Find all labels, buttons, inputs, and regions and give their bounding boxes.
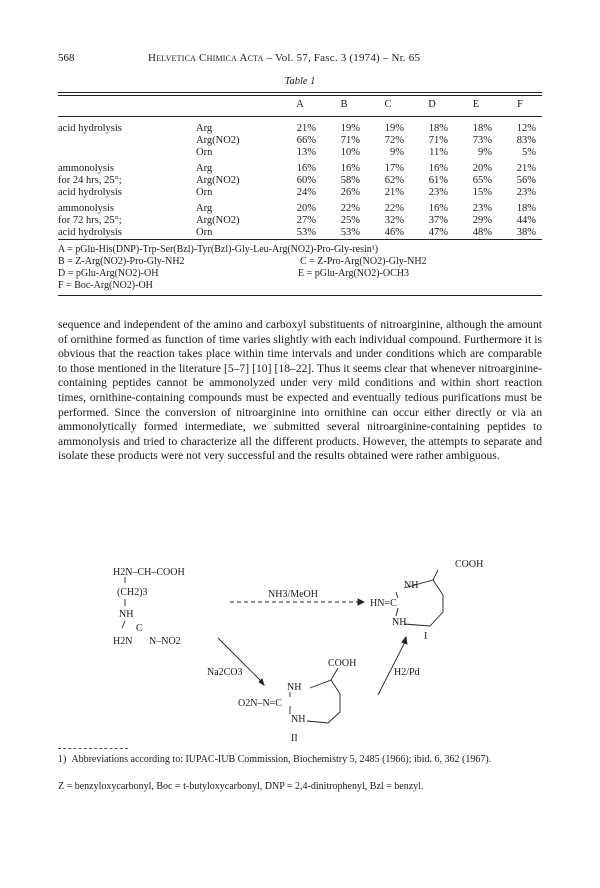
value-cell: 16% <box>428 163 448 174</box>
table-row <box>58 147 542 159</box>
condition-label: ammonolysis <box>58 163 115 174</box>
value-cell: 18% <box>472 123 492 134</box>
start-line3: NH <box>119 609 134 620</box>
value-cell: 18% <box>516 203 536 214</box>
value-cell: 27% <box>296 215 316 226</box>
body-paragraph: sequence and independent of the amino and carboxyl substituents of nitroarginine, although the amount of ornithine formed as function of time varies slightly with each individual compound. Furthermore it is obvious that the reaction takes place within time intervals and under conditions which are comparable to those mentioned in the literature [5–7] [10] [18–22]. Thus it seems clear that whenever nitroarginine-containing peptides cannot be ammonolyzed under very mild conditions and within short reaction times, ornithine-containing compounds must be expected and eventually tedious purifications must be performed. Since the conversion of nitroarginine into ornithine can occur either directly or via an ammonolytically formed intermediate, we submitted several nitroarginine-containing peptides to ammonolysis and tried to characterize all the different products. However, the attempts to separate and isolate these products were not very successful and the results obtained were rather ambiguous. <box>58 318 542 463</box>
value-cell: 71% <box>340 135 360 146</box>
value-cell: 18% <box>428 123 448 134</box>
footnote-2: Z = benzyloxycarbonyl, Boc = t-butyloxycarbonyl, DNP = 2,4-dinitrophenyl, Bzl = benzyl. <box>58 781 424 792</box>
value-cell: 48% <box>472 227 492 238</box>
issue-info: – Vol. 57, Fasc. 3 (1974) – Nr. 65 <box>263 52 421 64</box>
value-cell: 10% <box>340 147 360 158</box>
start-line2: (CH2)3 <box>117 587 148 598</box>
running-header <box>148 52 420 64</box>
start-line1: H2N–CH–COOH <box>113 567 185 578</box>
value-cell: 16% <box>340 163 360 174</box>
product1-hn: HN=C <box>370 598 397 609</box>
amino-acid-cell: Orn <box>196 147 213 158</box>
product1-label: I <box>424 631 428 642</box>
table-row <box>58 175 542 187</box>
condition-label: acid hydrolysis <box>58 123 122 134</box>
value-cell: 17% <box>384 163 404 174</box>
journal-name: Helvetica Chimica Acta <box>148 52 264 64</box>
condition-label: for 24 hrs, 25°; <box>58 175 122 186</box>
value-cell: 21% <box>516 163 536 174</box>
value-cell: 37% <box>428 215 448 226</box>
value-cell: 15% <box>472 187 492 198</box>
footnote-1-mark: 1) <box>58 754 67 765</box>
table-row <box>58 215 542 227</box>
value-cell: 66% <box>296 135 316 146</box>
table-row <box>58 163 542 175</box>
value-cell: 12% <box>516 123 536 134</box>
value-cell: 72% <box>384 135 404 146</box>
table-header-rule <box>58 116 542 117</box>
reagent-h2pd: H2/Pd <box>394 667 420 678</box>
legend-b: B = Z-Arg(NO2)-Pro-Gly-NH2 <box>58 256 185 267</box>
column-header: A <box>296 99 304 110</box>
value-cell: 46% <box>384 227 404 238</box>
legend-c: C = Z-Pro-Arg(NO2)-Gly-NH2 <box>300 256 427 267</box>
amino-acid-cell: Arg(NO2) <box>196 175 240 186</box>
legend-a: A = pGlu-His(DNP)-Trp-Ser(Bzl)-Tyr(Bzl)-Gly-Leu-Arg(NO2)-Pro-Gly-resin¹) <box>58 244 379 255</box>
value-cell: 44% <box>516 215 536 226</box>
value-cell: 32% <box>384 215 404 226</box>
value-cell: 29% <box>472 215 492 226</box>
legend-d: D = pGlu-Arg(NO2)-OH <box>58 268 159 279</box>
page-number: 568 <box>58 52 75 64</box>
amino-acid-cell: Arg <box>196 163 213 174</box>
product1-nh-bot: NH <box>392 617 407 628</box>
value-cell: 60% <box>296 175 316 186</box>
value-cell: 47% <box>428 227 448 238</box>
value-cell: 23% <box>428 187 448 198</box>
table-top-rule <box>58 92 542 93</box>
table-caption: Table 1 <box>284 76 316 87</box>
condition-label <box>58 147 196 159</box>
value-cell: 11% <box>429 147 448 158</box>
legend-f: F = Boc-Arg(NO2)-OH <box>58 280 153 291</box>
reagent-nh3: NH3/MeOH <box>268 589 318 600</box>
table-bottom-rule <box>58 239 542 240</box>
legend-e: E = pGlu-Arg(NO2)-OCH3 <box>298 268 409 279</box>
table-row <box>58 203 542 215</box>
value-cell: 9% <box>390 147 404 158</box>
value-cell: 26% <box>340 187 360 198</box>
footnote-rule <box>58 748 128 749</box>
value-cell: 58% <box>340 175 360 186</box>
value-cell: 19% <box>340 123 360 134</box>
value-cell: 62% <box>384 175 404 186</box>
value-cell: 22% <box>384 203 404 214</box>
condition-label: for 72 hrs, 25°; <box>58 215 122 226</box>
table-header-row <box>58 99 542 111</box>
value-cell: 65% <box>472 175 492 186</box>
table-row <box>58 135 542 147</box>
condition-label: acid hydrolysis <box>58 187 122 198</box>
footnote-1 <box>58 754 542 767</box>
value-cell: 73% <box>472 135 492 146</box>
start-line6: N–NO2 <box>149 636 181 647</box>
value-cell: 24% <box>296 187 316 198</box>
value-cell: 20% <box>472 163 492 174</box>
product2-label: II <box>291 733 298 744</box>
amino-acid-cell: Orn <box>196 227 213 238</box>
value-cell: 16% <box>296 163 316 174</box>
product1-nh-top: NH <box>404 580 419 591</box>
value-cell: 19% <box>384 123 404 134</box>
product2-nh-top: NH <box>287 682 302 693</box>
table-row <box>58 187 542 199</box>
amino-acid-cell: Arg <box>196 123 213 134</box>
table-top-rule-2 <box>58 95 542 96</box>
value-cell: 20% <box>296 203 316 214</box>
product2-o2n: O2N–N=C <box>238 698 282 709</box>
column-header: B <box>340 99 348 110</box>
amino-acid-cell: Arg <box>196 203 213 214</box>
value-cell: 5% <box>522 147 536 158</box>
amino-acid-cell: Arg(NO2) <box>196 135 240 146</box>
value-cell: 23% <box>516 187 536 198</box>
product1-cooh: COOH <box>455 559 484 570</box>
start-line4: C <box>136 623 143 634</box>
value-cell: 16% <box>428 203 448 214</box>
value-cell: 56% <box>516 175 536 186</box>
column-header: F <box>517 99 523 110</box>
amino-acid-cell: Orn <box>196 187 213 198</box>
value-cell: 71% <box>428 135 448 146</box>
data-table <box>58 123 542 239</box>
condition-label <box>58 135 196 147</box>
table-header <box>58 99 542 111</box>
footnote-1-text: Abbreviations according to: IUPAC-IUB Commission, Biochemistry 5, 2485 (1966); ibid. 6, 362 (1967). <box>71 754 492 765</box>
column-header: C <box>384 99 392 110</box>
value-cell: 83% <box>516 135 536 146</box>
table-row <box>58 227 542 239</box>
value-cell: 53% <box>340 227 360 238</box>
value-cell: 61% <box>428 175 448 186</box>
product2-nh-bot: NH <box>291 714 306 725</box>
value-cell: 22% <box>340 203 360 214</box>
value-cell: 21% <box>296 123 316 134</box>
reagent-na2co3: Na2CO3 <box>207 667 243 678</box>
column-header: E <box>472 99 480 110</box>
value-cell: 21% <box>384 187 404 198</box>
value-cell: 13% <box>296 147 316 158</box>
value-cell: 53% <box>296 227 316 238</box>
column-header: D <box>428 99 436 110</box>
table-row <box>58 123 542 135</box>
amino-acid-cell: Arg(NO2) <box>196 215 240 226</box>
condition-label: ammonolysis <box>58 203 115 214</box>
condition-label: acid hydrolysis <box>58 227 122 238</box>
value-cell: 25% <box>340 215 360 226</box>
value-cell: 23% <box>472 203 492 214</box>
value-cell: 38% <box>516 227 536 238</box>
start-line5: H2N <box>113 636 133 647</box>
value-cell: 9% <box>478 147 492 158</box>
product2-cooh: COOH <box>328 658 357 669</box>
legend-bottom-rule <box>58 295 542 296</box>
